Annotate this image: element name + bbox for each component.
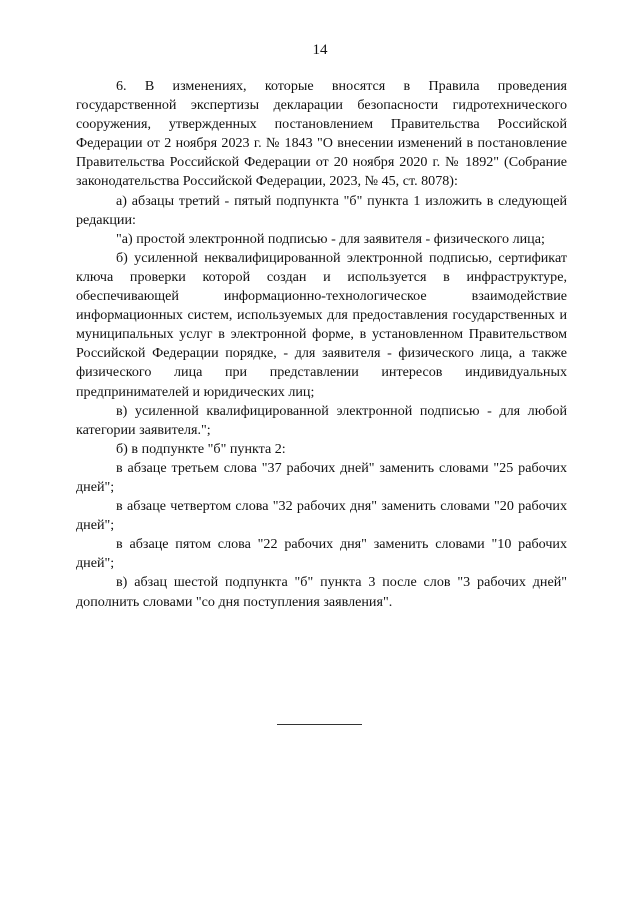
paragraph-subitem-v: в) абзац шестой подпункта "б" пункта 3 после слов "3 рабочих дней" дополнить словами "со дня поступления заявления". [76, 574, 567, 610]
paragraph-quoted-b: б) усиленной неквалифицированной электронной подписью, сертификат ключа проверки которой создан и используется в инфраструктуре, обеспечивающей информационно-технологическое взаимодействие информационных систем, используемых для предоставления государственных и муниципальных услуг в электронной форме, в установленном Правительством Российской Федерации порядке, - для заявителя - физического лица, а также физического лица при представлении интересов индивидуальных предпринимателей и юридических лиц; [76, 249, 567, 400]
end-of-text-divider [277, 724, 362, 725]
page-number: 14 [312, 42, 328, 58]
paragraph-abzac-3: в абзаце третьем слова "37 рабочих дней" заменить словами "25 рабочих дней"; [76, 459, 567, 495]
paragraph-abzac-4: в абзаце четвертом слова "32 рабочих дня" заменить словами "20 рабочих дней"; [76, 498, 567, 534]
paragraph-subitem-b: б) в подпункте "б" пункта 2: [116, 440, 286, 457]
paragraph-item-6: 6. В изменениях, которые вносятся в Правила проведения государственной экспертизы декларации безопасности гидротехнического сооружения, утвержденных постановлением Правительства Российской Федерации от 2 ноября 2023 г. № 1843 "О внесении изменений в постановление Правительства Российской Федерации от 20 ноября 2020 г. № 1892" (Собрание законодательства Российской Федерации, 2023, № 45, ст. 8078): [76, 78, 567, 190]
paragraph-quoted-v: в) усиленной квалифицированной электронной подписью - для любой категории заявителя."; [76, 402, 567, 438]
paragraph-subitem-a: а) абзацы третий - пятый подпункта "б" пункта 1 изложить в следующей редакции: [76, 192, 567, 228]
document-body [76, 77, 567, 612]
paragraph-quoted-a: "а) простой электронной подписью - для заявителя - физического лица; [116, 230, 545, 247]
paragraph-abzac-5: в абзаце пятом слова "22 рабочих дня" заменить словами "10 рабочих дней"; [76, 536, 567, 572]
